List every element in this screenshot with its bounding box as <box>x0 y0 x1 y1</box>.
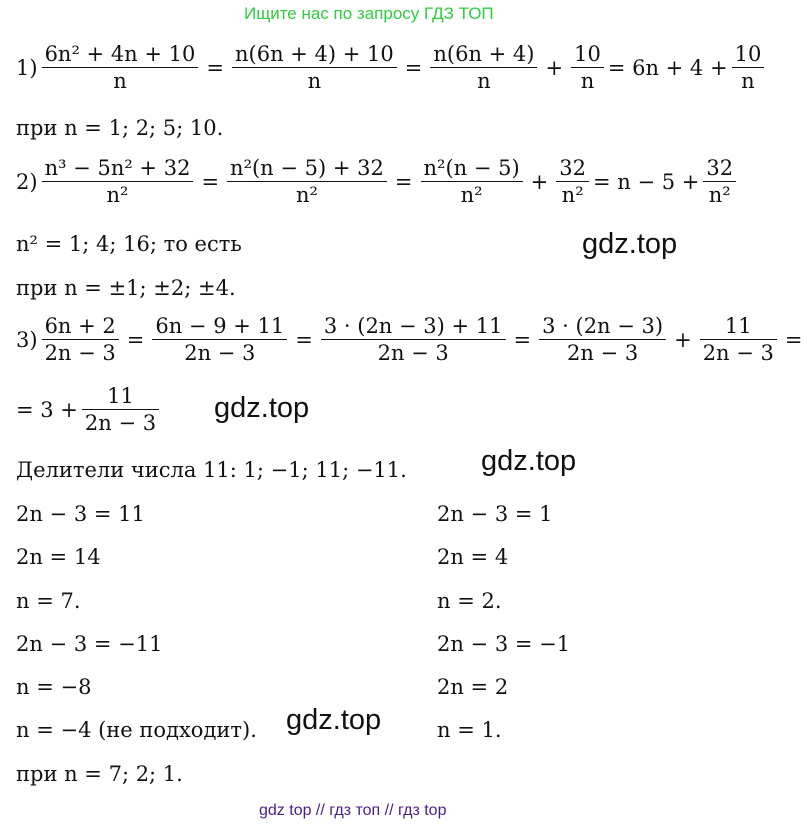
right-step: n = 1. <box>437 718 502 742</box>
denominator: 2n − 3 <box>42 339 119 364</box>
denominator: 2n − 3 <box>539 339 666 364</box>
numerator: 3 · (2n − 3) + 11 <box>323 314 503 338</box>
left-step: 2n − 3 = −11 <box>16 632 163 656</box>
problem-3-label: 3) <box>16 327 38 352</box>
equals-sign: = <box>513 327 532 352</box>
fraction <box>571 44 604 92</box>
expression-continuation: = 3 + <box>16 397 78 422</box>
problem-2-equation <box>16 158 740 206</box>
fraction <box>42 44 199 92</box>
problem-3-answer: при n = 7; 2; 1. <box>16 762 183 786</box>
denominator: n <box>232 67 397 92</box>
denominator: n <box>42 67 199 92</box>
equals-sign: = <box>201 169 220 194</box>
fraction <box>732 44 765 92</box>
numerator: 3 · (2n − 3) <box>542 314 664 338</box>
problem-3-equation <box>16 316 807 364</box>
watermark: gdz.top <box>286 704 382 736</box>
denominator: n² <box>556 181 589 206</box>
denominator: n <box>430 67 537 92</box>
denominator: n² <box>227 181 387 206</box>
numerator: 6n + 2 <box>44 314 116 338</box>
fraction <box>232 44 397 92</box>
fraction <box>539 316 666 364</box>
numerator: 32 <box>706 156 734 180</box>
fraction <box>152 316 287 364</box>
problem-1-equation <box>16 44 768 92</box>
header-text: Ищите нас по запросу ГДЗ ТОП <box>244 4 494 23</box>
watermark: gdz.top <box>481 445 577 477</box>
watermark: gdz.top <box>214 392 310 424</box>
right-step: 2n = 4 <box>437 545 509 569</box>
fraction <box>42 158 194 206</box>
denominator: n² <box>421 181 523 206</box>
numerator: 6n² + 4n + 10 <box>44 42 196 66</box>
fraction <box>556 158 589 206</box>
denominator: 2n − 3 <box>321 339 506 364</box>
denominator: 2n − 3 <box>700 339 777 364</box>
left-step: 2n − 3 = 11 <box>16 502 145 526</box>
denominator: n² <box>703 181 736 206</box>
equals-sign: = <box>394 169 413 194</box>
plus-sign: + <box>545 55 564 80</box>
numerator: 32 <box>559 156 587 180</box>
fraction <box>42 316 119 364</box>
left-step: n = 7. <box>16 589 81 613</box>
left-step: 2n = 14 <box>16 545 101 569</box>
fraction <box>700 316 777 364</box>
expression-middle: = 6n + 4 + <box>607 55 728 80</box>
denominator: 2n − 3 <box>82 409 159 434</box>
footer-text: gdz top // гдз топ // гдз top <box>259 802 447 819</box>
problem-2-answer: при n = ±1; ±2; ±4. <box>16 276 236 300</box>
plus-sign: + <box>674 327 692 352</box>
fraction <box>703 158 736 206</box>
equals-sign: = <box>295 327 313 352</box>
problem-1-answer: при n = 1; 2; 5; 10. <box>16 116 224 140</box>
denominator: n <box>732 67 765 92</box>
numerator: n²(n − 5) <box>423 156 520 180</box>
numerator: n³ − 5n² + 32 <box>44 156 191 180</box>
equals-sign: = <box>206 55 224 80</box>
fraction <box>321 316 506 364</box>
denominator: n² <box>42 181 194 206</box>
numerator: n²(n − 5) + 32 <box>230 156 384 180</box>
numerator: n(6n + 4) + 10 <box>234 42 394 66</box>
numerator: 10 <box>574 42 601 66</box>
fraction <box>421 158 523 206</box>
numerator: 11 <box>724 314 752 338</box>
problem-1-label: 1) <box>16 55 38 80</box>
denominator: 2n − 3 <box>152 339 287 364</box>
left-step: n = −4 (не подходит). <box>16 718 257 742</box>
right-step: 2n − 3 = 1 <box>437 502 553 526</box>
numerator: 11 <box>107 384 134 408</box>
fraction <box>227 158 387 206</box>
divisors-line: Делители числа 11: 1; −1; 11; −11. <box>16 458 407 482</box>
problem-2-condition: n² = 1; 4; 16; то есть <box>16 232 242 256</box>
plus-sign: + <box>530 169 549 194</box>
left-step: n = −8 <box>16 675 92 699</box>
numerator: n(6n + 4) <box>433 42 535 66</box>
equals-sign: = <box>404 55 423 80</box>
right-step: 2n − 3 = −1 <box>437 632 571 656</box>
fraction <box>430 44 537 92</box>
expression-middle: = n − 5 + <box>593 169 700 194</box>
numerator: 10 <box>734 42 762 66</box>
equals-sign: = <box>784 327 803 352</box>
problem-3-continuation <box>16 386 163 434</box>
right-step: n = 2. <box>437 589 502 613</box>
right-step: 2n = 2 <box>437 675 509 699</box>
denominator: n <box>571 67 604 92</box>
problem-2-label: 2) <box>16 169 38 194</box>
equals-sign: = <box>126 327 145 352</box>
numerator: 6n − 9 + 11 <box>155 314 285 338</box>
watermark: gdz.top <box>582 228 678 260</box>
fraction <box>82 386 159 434</box>
